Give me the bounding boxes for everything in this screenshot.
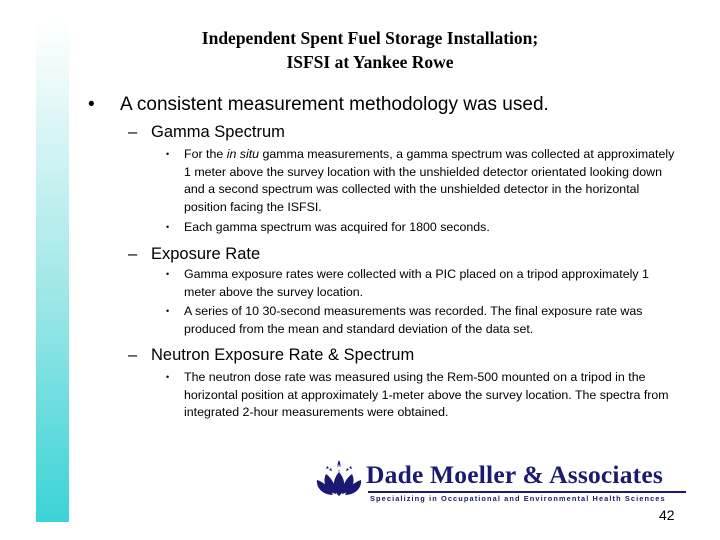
list-item-text: Each gamma spectrum was acquired for 1800 seconds. (184, 220, 490, 234)
list-item (166, 146, 676, 216)
section-heading-text: Neutron Exposure Rate & Spectrum (151, 346, 415, 364)
dash-marker: – (128, 346, 138, 364)
sub-bullet-dot: • (166, 222, 170, 232)
lotus-logo-icon (314, 458, 364, 498)
list-item (166, 266, 676, 301)
section-heading-text: Exposure Rate (151, 245, 261, 263)
page-number: 42 (659, 507, 675, 523)
sub-bullet-dot: • (166, 149, 170, 159)
decorative-sidebar-gradient (36, 20, 69, 522)
main-bullet-text: A consistent measurement methodology was used. (120, 94, 549, 115)
list-item-text: For the in situ gamma measurements, a gamma spectrum was collected at approximately 1 meter above the survey location with the unshielded detector orientated looking down and a second spectrum was collected with the unshielded detector in the horizontal position facing the ISFSI. (184, 147, 675, 214)
sub-bullet-dot: • (166, 306, 170, 316)
company-name: Dade Moeller & Associates (366, 460, 664, 489)
dash-marker: – (128, 245, 138, 263)
list-item-text: Gamma exposure rates were collected with a PIC placed on a tripod approximately 1 meter above the survey location. (184, 267, 649, 299)
sub-bullet-dot: • (166, 269, 170, 279)
list-item-text: A series of 10 30-second measurements was recorded. The final exposure rate was produced from the mean and standard deviation of the data set. (184, 304, 643, 336)
company-tagline: Specializing in Occupational and Environmental Health Sciences (370, 494, 666, 503)
bullet-marker: • (88, 94, 95, 115)
title-line-2: ISFSI at Yankee Rowe (286, 52, 454, 72)
slide-title (80, 26, 660, 74)
list-item-text: The neutron dose rate was measured using the Rem-500 mounted on a tripod in the horizontal position at approximately 1-meter above the survey location. The spectra from integrated 2-hour measurements were obtained. (184, 370, 669, 419)
company-logo (312, 458, 690, 504)
sub-bullet-dot: • (166, 372, 170, 382)
title-line-1: Independent Spent Fuel Storage Installation; (201, 28, 539, 48)
list-item (166, 219, 676, 237)
dash-marker: – (128, 123, 138, 141)
list-item (166, 303, 676, 338)
logo-rule (368, 491, 686, 493)
section-heading-text: Gamma Spectrum (151, 123, 285, 141)
list-item (166, 369, 676, 422)
